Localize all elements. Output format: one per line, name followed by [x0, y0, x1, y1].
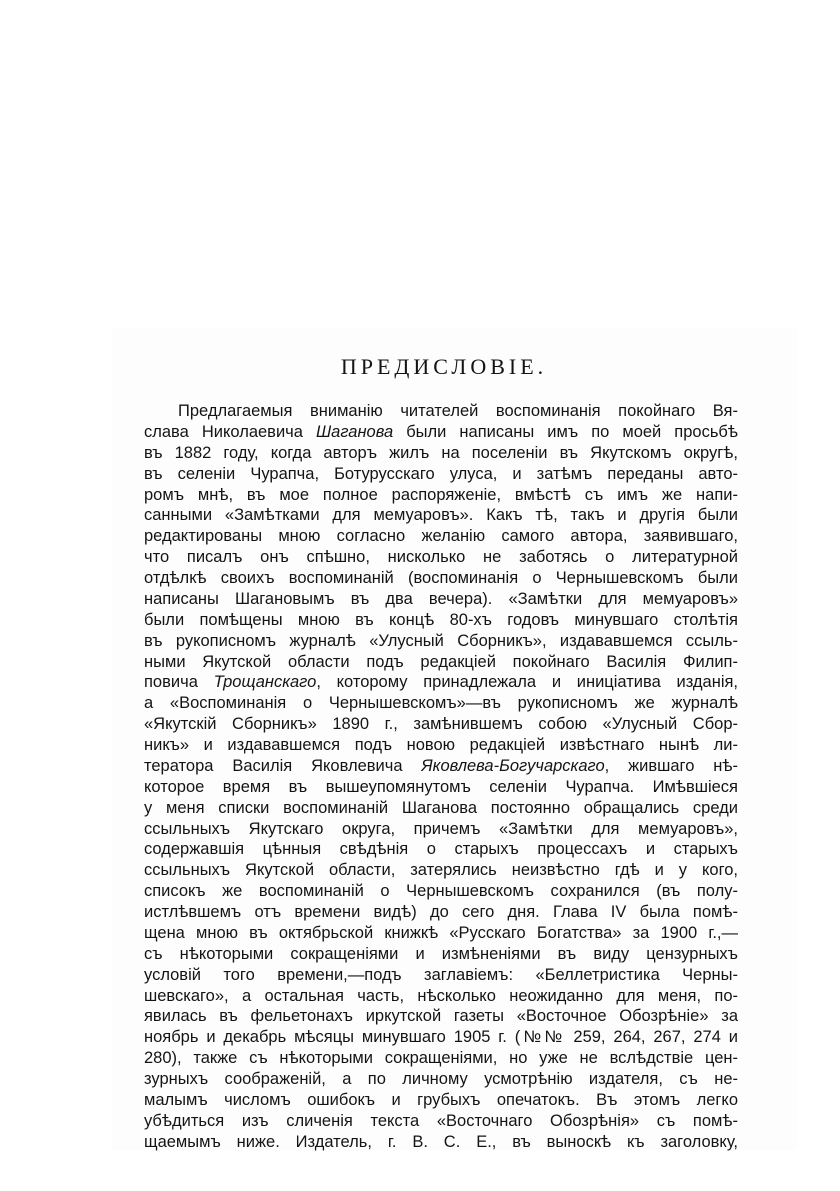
- text-line: [144, 652, 738, 673]
- text-line: [144, 1006, 738, 1027]
- text-segment: въ 1882 году, когда авторъ жилъ на поселеніи въ Якутскомъ округѣ,: [144, 443, 738, 462]
- text-line: [144, 401, 738, 422]
- text-segment: въ рукописномъ журналѣ «Улусный Сборникъ», издававшемся ссыль-: [144, 631, 738, 650]
- text-line: [144, 464, 738, 485]
- text-line: [144, 756, 738, 777]
- text-segment: въ селеніи Чурапча, Ботурусскаго улуса, и затѣмъ переданы авто-: [144, 464, 738, 483]
- text-line: [144, 714, 738, 735]
- text-segment: никъ» и издававшемся подъ новою редакціей извѣстнаго нынѣ ли-: [144, 736, 738, 754]
- text-line: [144, 631, 738, 652]
- text-line: [144, 860, 738, 881]
- text-segment: 280), также съ нѣкоторыми сокращеніями, но уже не вслѣдствіе цен-: [144, 1049, 738, 1068]
- text-segment: санными «Замѣтками для мемуаровъ». Какъ тѣ, такъ и другія были: [144, 506, 738, 525]
- preface-text: [144, 401, 738, 1153]
- text-segment: а «Воспоминанія о Чернышевскомъ»—въ рукописномъ же журналѣ: [144, 694, 738, 713]
- text-segment: что писалъ онъ спѣшно, нисколько не заботясь о литературной: [144, 548, 738, 567]
- text-line: [144, 422, 738, 443]
- text-line: [144, 839, 738, 860]
- text-segment: условій того времени,—подъ заглавіемъ: «Беллетристика Черны-: [144, 965, 738, 984]
- text-line: [144, 485, 738, 506]
- text-segment: тератора Василія Яковлевича: [144, 756, 422, 775]
- text-line: [144, 986, 738, 1007]
- text-segment: ромъ мнѣ, въ мое полное распоряженіе, вмѣстѣ съ имъ же напи-: [144, 485, 738, 504]
- text-line: [144, 589, 738, 610]
- text-line: [144, 1090, 738, 1111]
- text-segment: ссыльныхъ Якутскаго округа, причемъ «Замѣтки для мемуаровъ»,: [144, 819, 738, 838]
- text-line: [144, 1132, 738, 1153]
- text-line: [144, 547, 738, 568]
- text-line: [144, 610, 738, 631]
- text-segment: , жившаго нѣ-: [604, 756, 738, 775]
- text-line: [144, 505, 738, 526]
- text-segment: редактированы мною согласно желанію самого автора, заявившаго,: [144, 527, 738, 546]
- text-line: [144, 819, 738, 840]
- text-line: [144, 1048, 738, 1069]
- text-line: [144, 1069, 738, 1090]
- text-segment: ными Якутской области подъ редакціей покойнаго Василія Филип-: [144, 652, 738, 671]
- text-segment: съ нѣкоторыми сокращеніями и измѣненіями въ виду цензурныхъ: [144, 944, 738, 963]
- italic-name: Яковлева-Богучарскаго: [421, 756, 605, 775]
- text-segment: слава Николаевича: [144, 422, 316, 441]
- text-line: [144, 881, 738, 902]
- text-line: [144, 693, 738, 714]
- text-segment: малымъ числомъ ошибокъ и грубыхъ опечатокъ. Въ этомъ легко: [144, 1090, 738, 1109]
- text-line: [144, 777, 738, 798]
- text-segment: ноябрь и декабрь мѣсяцы минувшаго 1905 г. (№№ 259, 264, 267, 274 и: [144, 1028, 738, 1047]
- italic-name: Шаганова: [315, 422, 394, 441]
- text-segment: содержавшія цѣнныя свѣдѣнія о старыхъ процессахъ и старыхъ: [144, 840, 738, 859]
- text-segment: убѣдиться изъ сличенія текста «Восточнаго Обозрѣнія» съ помѣ-: [144, 1111, 738, 1130]
- text-segment: щаемымъ ниже. Издатель, г. В. С. Е., въ выноскѣ къ заголовку,: [144, 1132, 738, 1151]
- text-segment: списокъ же воспоминаній о Чернышевскомъ сохранился (въ полу-: [144, 882, 738, 901]
- text-segment: написаны Шагановымъ въ два вечера). «Замѣтки для мемуаровъ»: [144, 589, 738, 608]
- text-line: [144, 944, 738, 965]
- text-segment: щена мною въ октябрьской книжкѣ «Русскаго Богатства» за 1900 г.,—: [144, 923, 738, 942]
- text-segment: явилась въ фельетонахъ иркутской газеты «Восточное Обозрѣніе» за: [144, 1007, 738, 1026]
- text-line: [144, 443, 738, 464]
- italic-name: Трощанскаго: [213, 673, 317, 692]
- text-line: [144, 526, 738, 547]
- text-segment: которое время въ вышеупомянутомъ селеніи Чурапча. Имѣвшіеся: [144, 777, 738, 796]
- text-line: [144, 923, 738, 944]
- page-title: ПРЕДИСЛОВІЕ.: [340, 354, 548, 379]
- text-segment: Предлагаемыя вниманію читателей воспоминанія покойнаго Вя-: [178, 402, 738, 420]
- text-segment: зурныхъ соображеній, а по личному усмотрѣнію издателя, съ не-: [144, 1070, 738, 1088]
- text-line: [144, 735, 738, 756]
- text-line: [144, 1111, 738, 1132]
- text-segment: были написаны имъ по моей просьбѣ: [393, 422, 738, 441]
- text-segment: отдѣлкѣ своихъ воспоминаній (воспоминанія о Чернышевскомъ были: [144, 569, 738, 587]
- text-segment: ссыльныхъ Якутской области, затерялись неизвѣстно гдѣ и у кого,: [144, 861, 738, 880]
- text-segment: шевскаго», а остальная часть, нѣсколько неожиданно для меня, по-: [144, 986, 738, 1005]
- text-segment: , которому принадлежала и иниціатива изданія,: [316, 673, 739, 692]
- text-segment: у меня списки воспоминаній Шаганова постоянно обращались среди: [144, 798, 738, 817]
- text-segment: повича: [144, 673, 214, 692]
- text-line: [144, 568, 738, 589]
- text-line: [144, 672, 738, 693]
- text-line: [144, 965, 738, 986]
- text-line: [144, 902, 738, 923]
- text-segment: были помѣщены мною въ концѣ 80-хъ годовъ минувшаго столѣтія: [144, 610, 738, 629]
- text-segment: «Якутскій Сборникъ» 1890 г., замѣнившемъ собою «Улусный Сбор-: [144, 715, 738, 734]
- text-segment: истлѣвшемъ отъ времени видѣ) до сего дня. Глава IV была помѣ-: [144, 903, 738, 921]
- text-line: [144, 1027, 738, 1048]
- text-line: [144, 798, 738, 819]
